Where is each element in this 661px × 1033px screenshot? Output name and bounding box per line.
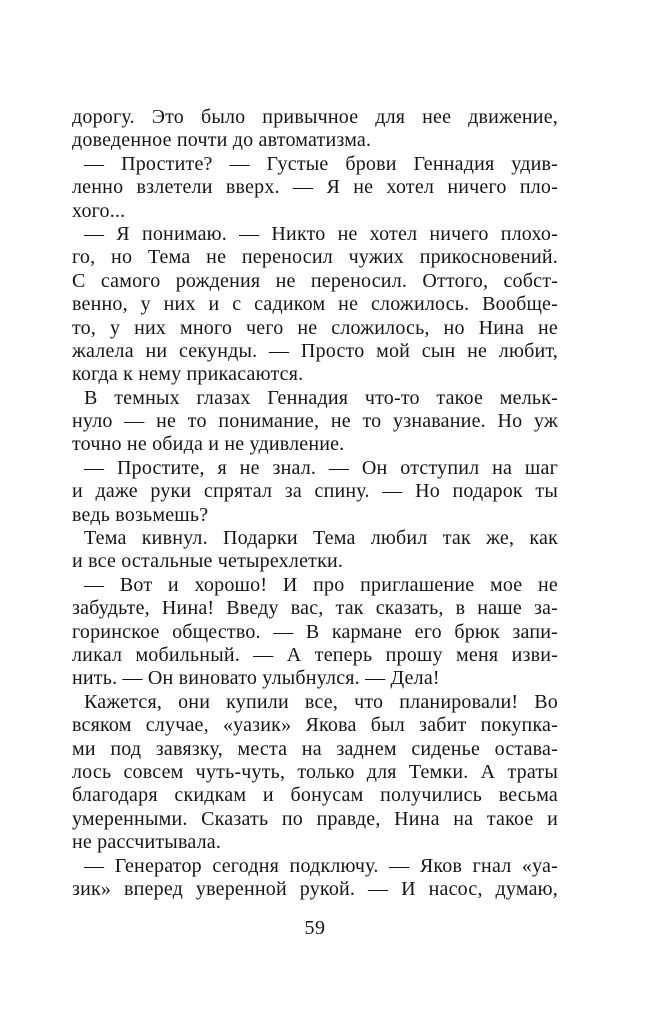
text-line: лось совсем чуть-чуть, только для Темки. А траты [72,760,558,783]
text-line: Тема кивнул. Подарки Тема любил так же, как [84,527,558,550]
text-line: — Генератор сегодня подключу. — Яков гнал «уа- [84,854,558,877]
text-line: С самого рождения не переносил. Оттого, собст- [72,269,558,292]
text-line: хого... [72,199,126,222]
text-line: то, у них много чего не сложилось, но Нина не [72,316,558,339]
text-line: зик» вперед уверенной рукой. — И насос, думаю, [72,877,558,900]
text-line: дорогу. Это было привычное для нее движение, [72,106,558,128]
text-line: всяком случае, «уазик» Якова был забит покупка- [72,714,558,737]
text-line: В темных глазах Геннадия что-то такое мельк- [84,386,558,409]
text-line: жалела ни секунды. — Просто мой сын не любит, [72,339,558,362]
text-line: когда к нему прикасаются. [72,363,304,386]
text-line: забудьте, Нина! Введу вас, так сказать, в наше за- [72,597,558,620]
text-line: го, но Тема не переносил чужих прикосновений. [72,246,558,269]
text-line: и все остальные четырехлетки. [72,550,344,573]
text-line: доведенное почти до автоматизма. [72,129,372,152]
text-line: ленно взлетели вверх. — Я не хотел ничего пло- [72,176,558,199]
text-line: точно не обида и не удивление. [72,433,345,456]
text-line: ми под завязку, места на заднем сиденье остава- [72,737,558,760]
text-line: нить. — Он виновато улыбнулся. — Дела! [72,667,440,690]
text-line: не рассчитывала. [72,831,222,854]
text-line: горинское общество. — В кармане его брюк запи- [72,620,558,643]
text-line: нуло — не то понимание, не то узнавание. Но уж [72,410,558,433]
text-block [72,106,558,901]
text-line: — Я понимаю. — Никто не хотел ничего плохо- [84,222,558,245]
text-line: — Простите? — Густые брови Геннадия удив- [84,152,558,175]
text-line: — Простите, я не знал. — Он отступил на шаг [84,456,558,479]
text-line: и даже руки спрятал за спину. — Но подарок ты [72,480,558,503]
text-line: благодаря скидкам и бонусам получились весьма [72,784,558,807]
text-line: венно, у них и с садиком не сложилось. Вообще- [72,293,558,316]
text-line: Кажется, они купили все, что планировали! Во [84,690,558,713]
page-number: 59 [304,917,326,939]
text-line: — Вот и хорошо! И про приглашение мое не [84,573,558,596]
text-line: ведь возьмешь? [72,503,209,526]
text-line: умеренными. Сказать по правде, Нина на такое и [72,807,558,830]
text-line: ликал мобильный. — А теперь прошу меня изви- [72,643,558,666]
